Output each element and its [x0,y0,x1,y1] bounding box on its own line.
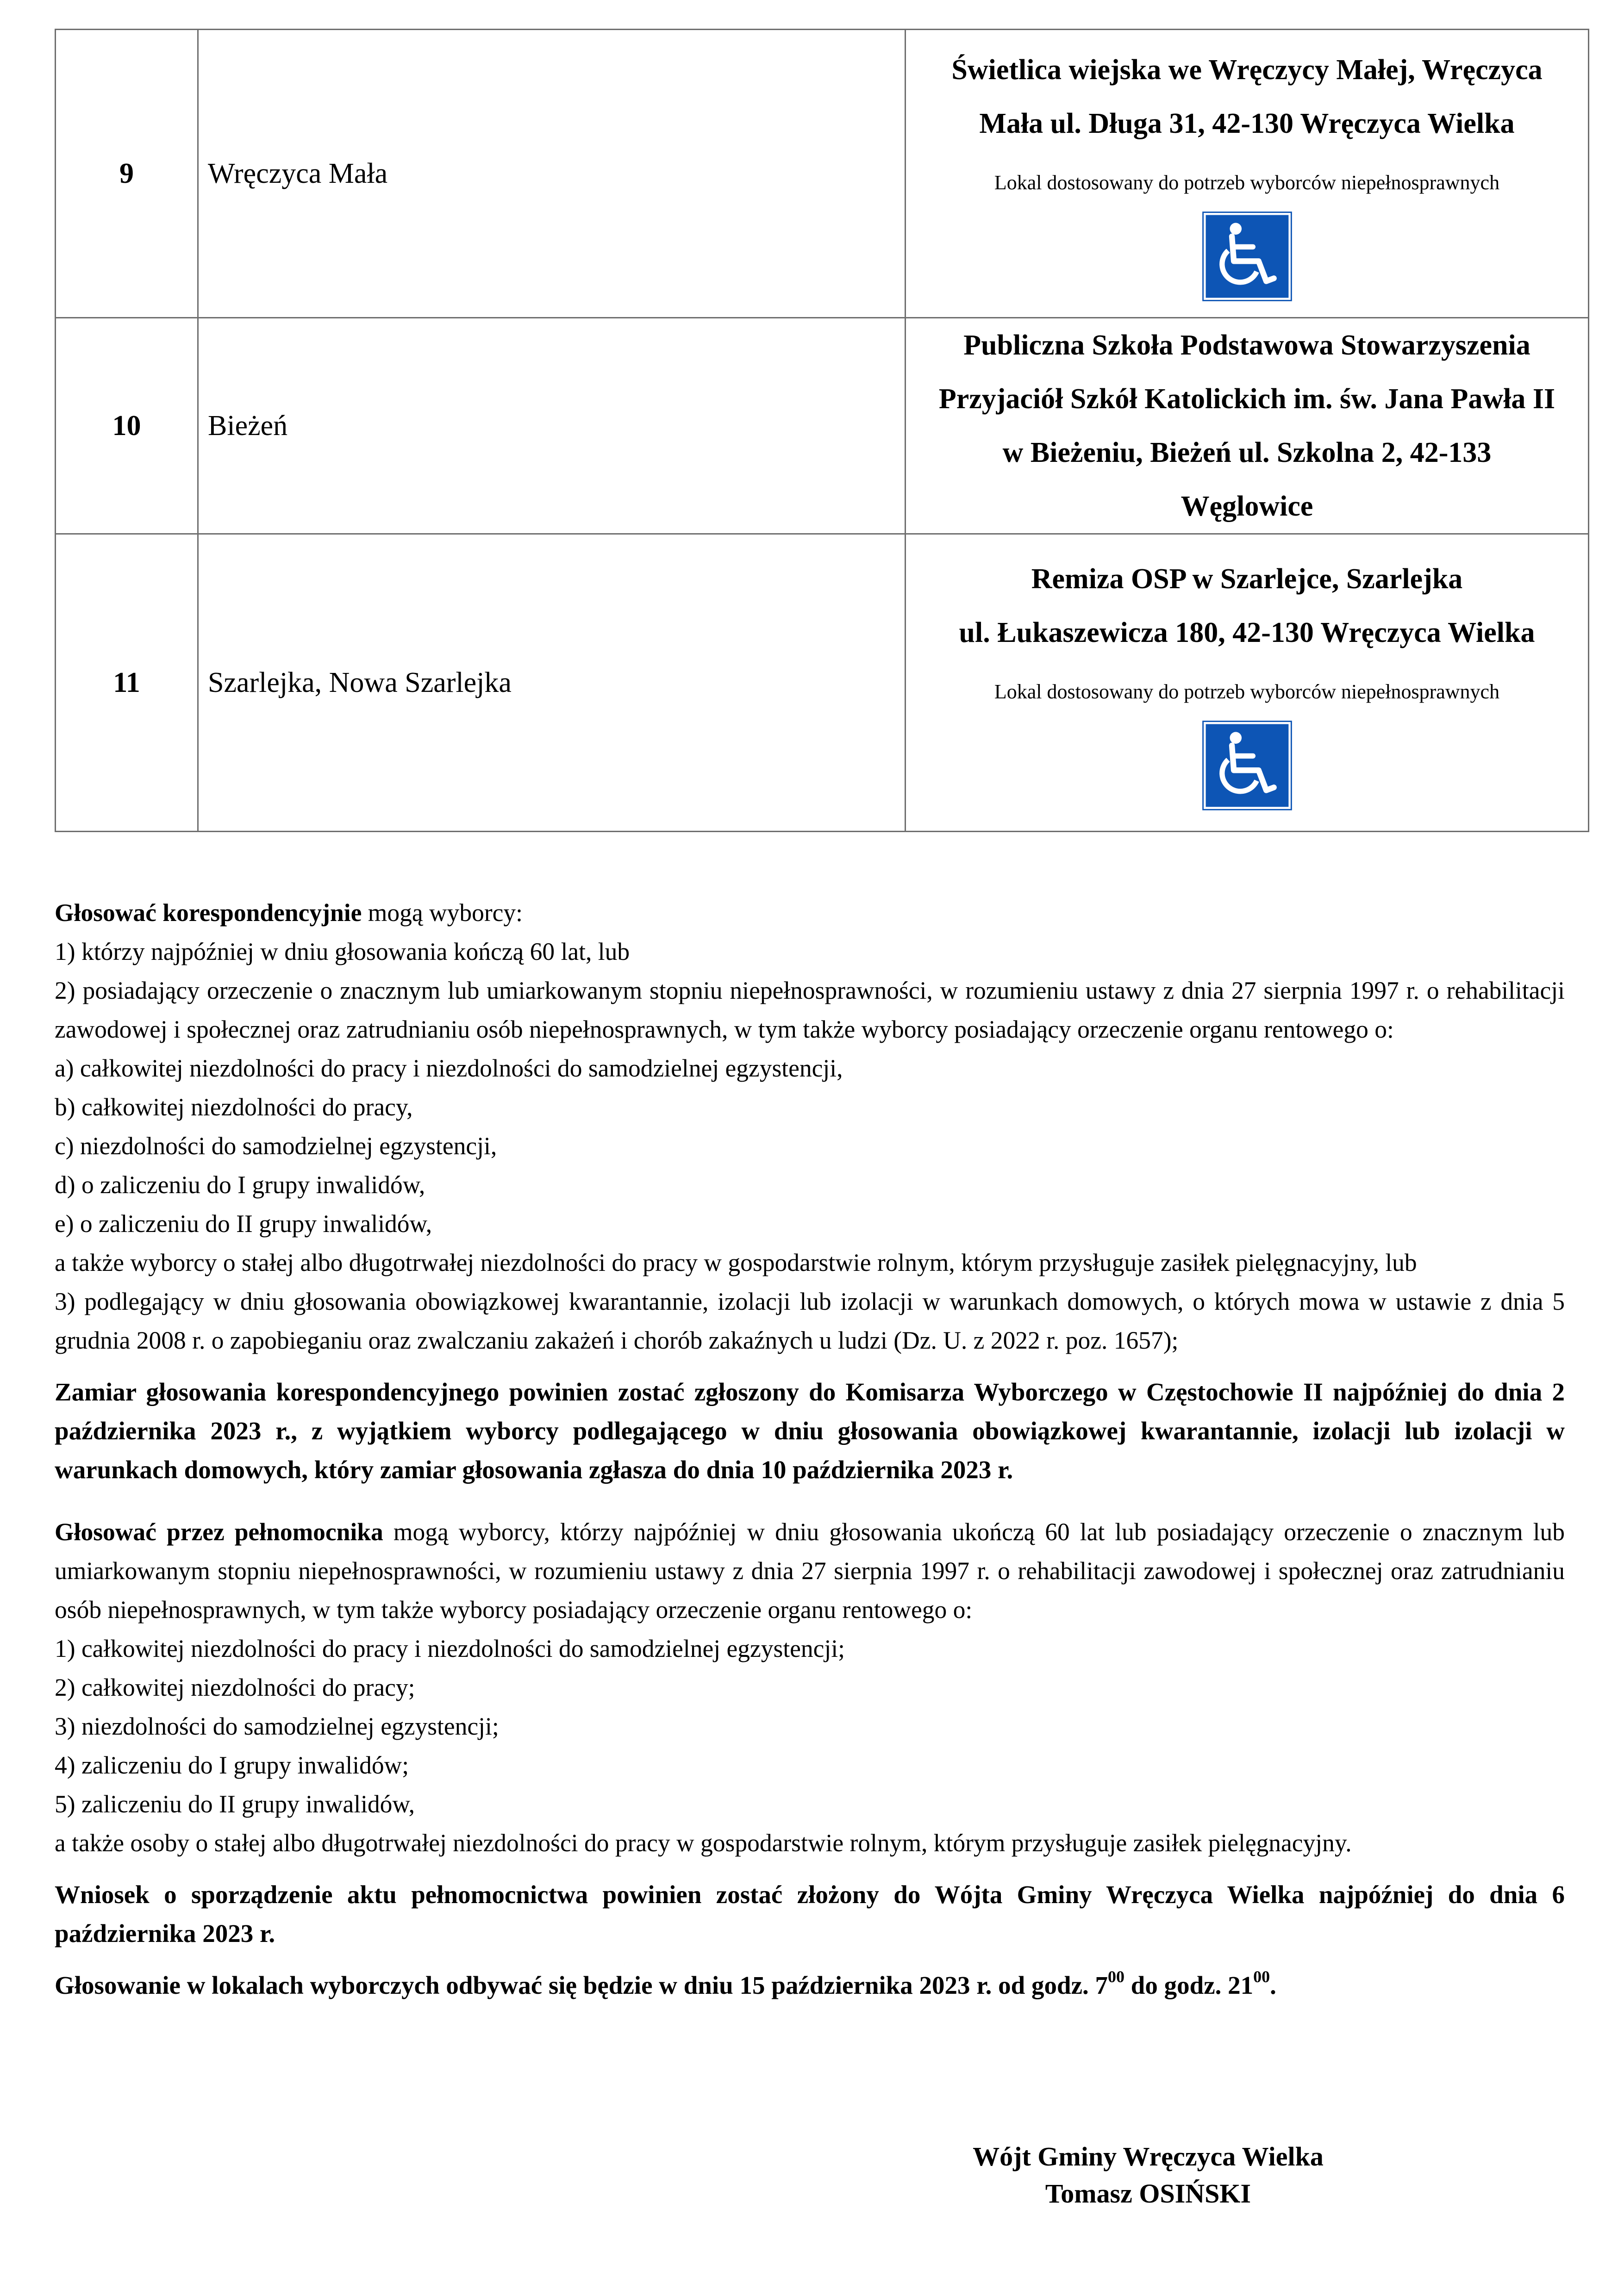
postal-criterion: 3) podlegający w dniu głosowania obowiązkowej kwarantannie, izolacji lub izolacji w warunkach domowych, o których mowa w ustawie z dnia 5 grudnia 2008 r. o zapobieganiu oraz zwalczaniu zakażeń i chorób zakaźnych u ludzi (Dz. U. z 2022 r. poz. 1657); [55,1288,1565,1354]
district-number: 9 [56,30,198,318]
proxy-criterion: 2) całkowitej niezdolności do pracy; [55,1674,415,1701]
district-area: Bieżeń [198,318,906,534]
proxy-deadline-notice: Wniosek o sporządzenie aktu pełnomocnictwa powinien zostać złożony do Wójta Gminy Wręczyca Wielka najpóźniej do dnia 6 października 2023 r. [55,1880,1565,1948]
proxy-criterion: 4) zaliczeniu do I grupy inwalidów; [55,1751,409,1779]
district-area: Szarlejka, Nowa Szarlejka [198,534,906,832]
signature-block [870,2138,1426,2212]
polling-place-line: Węglowice [1181,491,1313,522]
table-row [56,534,1589,832]
postal-criterion: d) o zaliczeniu do I grupy inwalidów, [55,1171,425,1199]
polling-place-line: Publiczna Szkoła Podstawowa Stowarzyszenia [963,330,1530,361]
polling-place-name [906,43,1588,150]
postal-voting-lead: Głosować korespondencyjnie mogą wyborcy: [55,899,523,927]
polling-place-name [906,552,1588,660]
postal-criterion: 2) posiadający orzeczenie o znacznym lub umiarkowanym stopniu niepełnosprawności, w rozumieniu ustawy z dnia 27 sierpnia 1997 r. o rehabilitacji zawodowej i społecznej oraz zatrudnianiu osób niepełnosprawnych, w tym także wyborcy posiadający orzeczenie organu rentowego o: [55,977,1565,1043]
postal-criterion: 1) którzy najpóźniej w dniu głosowania kończą 60 lat, lub [55,938,630,965]
postal-criterion: b) całkowitej niezdolności do pracy, [55,1093,413,1121]
table-row [56,318,1589,534]
postal-criterion: a także wyborcy o stałej albo długotrwałej niezdolności do pracy w gospodarstwie rolnym, którym przysługuje zasiłek pielęgnacyjny, lub [55,1249,1417,1276]
accessibility-note: Lokal dostosowany do potrzeb wyborców niepełnosprawnych [994,680,1500,703]
voting-hours-notice: Głosowanie w lokalach wyborczych odbywać się będzie w dniu 15 października 2023 r. od godz. $7^{00}$ do godz. $21^{00}$. [55,1967,1276,1999]
polling-place-line: Remiza OSP w Szarlejce, Szarlejka [1031,563,1463,595]
postal-voting-heading: Głosować korespondencyjnie [55,899,362,927]
polling-place-line: Świetlica wiejska we Wręczycy Małej, Wręczyca [951,54,1543,86]
closing-minutes: 00 [1253,1967,1270,1986]
polling-place-line: Przyjaciół Szkół Katolickich im. św. Jana Pawła II [938,383,1555,415]
proxy-criterion: 3) niezdolności do samodzielnej egzystencji; [55,1712,499,1740]
polling-place-line: ul. Łukaszewicza 180, 42-130 Wręczyca Wielka [959,617,1535,648]
postal-deadline-notice: Zamiar głosowania korespondencyjnego powinien zostać zgłoszony do Komisarza Wyborczego w Częstochowie II najpóźniej do dnia 2 października 2023 r., z wyjątkiem wyborcy podlegającego w dniu głosowania obowiązkowej kwarantannie, izolacji lub izolacji w warunkach domowych, który zamiar głosowania zgłasza do dnia 10 października 2023 r. [55,1378,1565,1484]
signatory-name: Tomasz OSIŃSKI [1045,2178,1251,2209]
signatory-title: Wójt Gminy Wręczyca Wielka [973,2141,1324,2172]
proxy-voting-lead: Głosować przez pełnomocnika mogą wyborcy, którzy najpóźniej w dniu głosowania ukończą 60 lat lub posiadający orzeczenie o znacznym lub umiarkowanym stopniu niepełnosprawności, w rozumieniu ustawy z dnia 27 sierpnia 1997 r. o rehabilitacji zawodowej i społecznej oraz zatrudnianiu osób niepełnosprawnych, w tym także wyborcy posiadający orzeczenie organu rentowego o: [55,1518,1565,1624]
accessibility-note: Lokal dostosowany do potrzeb wyborców niepełnosprawnych [994,171,1500,194]
district-number: 11 [56,534,198,832]
proxy-criterion: 5) zaliczeniu do II grupy inwalidów, [55,1790,415,1818]
proxy-voting-heading: Głosować przez pełnomocnika [55,1518,383,1546]
postal-criterion: e) o zaliczeniu do II grupy inwalidów, [55,1210,432,1238]
proxy-criterion: a także osoby o stałej albo długotrwałej niezdolności do pracy w gospodarstwie rolnym, którym przysługuje zasiłek pielęgnacyjny. [55,1829,1352,1857]
polling-place [906,318,1589,534]
opening-minutes: 00 [1108,1967,1125,1986]
proxy-criterion: 1) całkowitej niezdolności do pracy i niezdolności do samodzielnej egzystencji; [55,1635,845,1662]
wheelchair-accessibility-icon [1199,209,1295,304]
postal-criterion: a) całkowitej niezdolności do pracy i niezdolności do samodzielnej egzystencji, [55,1054,843,1082]
wheelchair-accessibility-icon [1199,718,1295,813]
table-row [56,30,1589,318]
district-number: 10 [56,318,198,534]
polling-place [906,30,1589,318]
polling-place [906,534,1589,832]
postal-criterion: c) niezdolności do samodzielnej egzystencji, [55,1132,497,1160]
polling-place-line: w Bieżeniu, Bieżeń ul. Szkolna 2, 42-133 [1002,437,1492,468]
polling-place-line: Mała ul. Długa 31, 42-130 Wręczyca Wielka [979,108,1515,139]
polling-place-name [906,318,1588,533]
district-area: Wręczyca Mała [198,30,906,318]
polling-stations-table [55,29,1589,832]
election-notice-body [55,893,1565,2005]
